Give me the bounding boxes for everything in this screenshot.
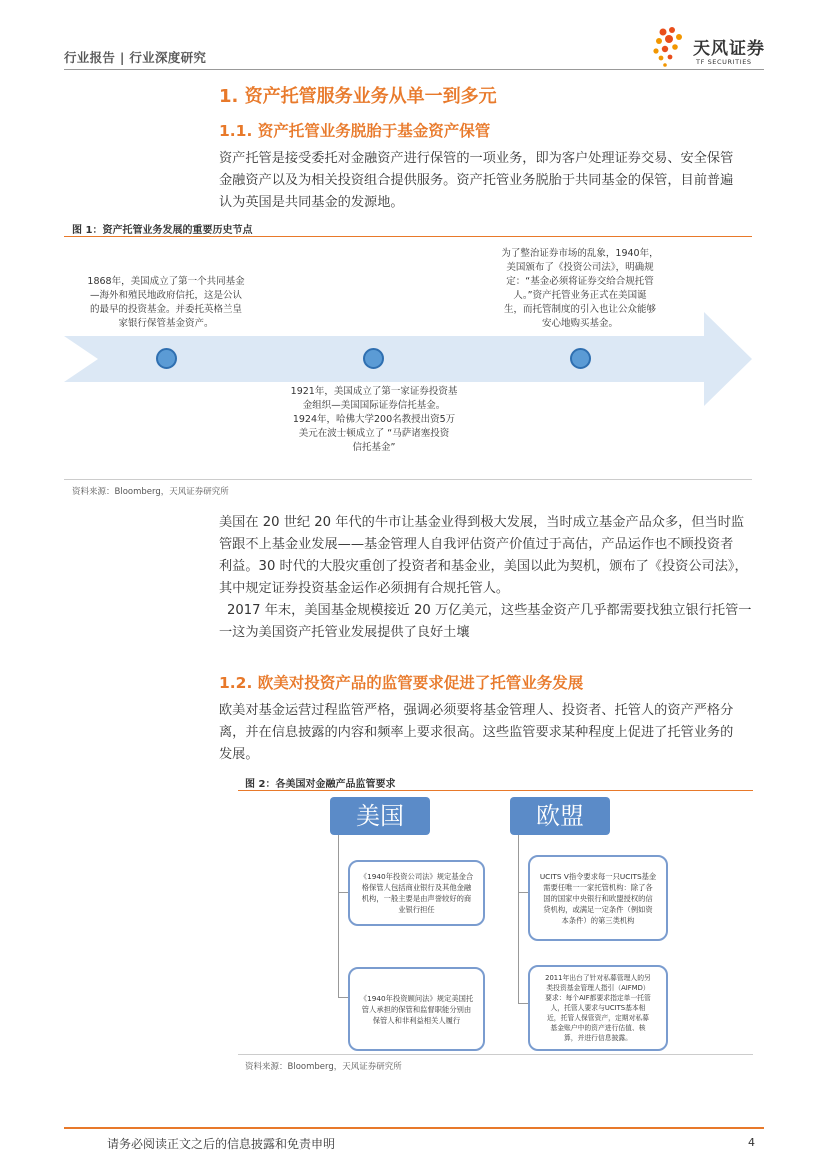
region-box-eu: 欧盟 bbox=[510, 797, 610, 835]
timeline-text-line: 美国颁布了《投资公司法》，明确规 bbox=[506, 262, 654, 273]
timeline-text-line: 生，而托管制度的引入也让公众能够 bbox=[503, 304, 656, 315]
logo-chinese-text: 天风证券 bbox=[693, 39, 765, 59]
subsection-title: 1.2. 欧美对投资产品的监管要求促进了托管业务发展 bbox=[219, 674, 584, 692]
rule-text-line: 贷机构，或满足一定条件（例如资 bbox=[543, 904, 653, 914]
rule-box-eu-aifmd bbox=[528, 965, 668, 1051]
paragraph-regulation bbox=[219, 700, 761, 766]
figure-2-source: 资料来源：Bloomberg，天风证券研究所 bbox=[245, 1062, 402, 1072]
timeline-text-line: 家银行保管基金资产。 bbox=[118, 318, 214, 329]
rule-box-us-investment-company-act bbox=[348, 860, 485, 926]
paragraph-line: 发展。 bbox=[219, 747, 259, 762]
paragraph-line: 利益。30 时代的大股灾重创了投资者和基金业，美国以此为契机，颁布了《投资公司法》， bbox=[219, 559, 748, 574]
connector-line bbox=[518, 880, 528, 1004]
timeline-text-1940 bbox=[482, 247, 678, 331]
rule-text-line: 管人承担的保管和监督职能分别由 bbox=[361, 1004, 472, 1014]
footer-disclaimer: 请务必阅读正文之后的信息披露和免责申明 bbox=[107, 1137, 336, 1151]
rule-text-line: 保管人和非利益相关人履行 bbox=[372, 1015, 461, 1025]
rule-text-line: 2011年出台了针对私募管理人的另 bbox=[545, 974, 651, 982]
region-box-us: 美国 bbox=[330, 797, 430, 835]
timeline-node-1868 bbox=[156, 348, 177, 369]
rule-text-line: UCITS V指令要求每一只UCITS基金 bbox=[539, 871, 657, 881]
timeline-text-1868 bbox=[68, 275, 264, 331]
figure-1-source: 资料来源：Bloomberg，天风证券研究所 bbox=[72, 487, 229, 497]
rule-text-line: 《1940年投资公司法》规定基金合 bbox=[359, 872, 474, 881]
figure-2-title: 图 2：各美国对金融产品监管要求 bbox=[245, 779, 396, 790]
connector-line bbox=[338, 880, 348, 998]
rule-text-line: 近，托管人保管资产，定期对私募 bbox=[547, 1014, 649, 1022]
timeline-text-1921 bbox=[276, 385, 472, 455]
timeline-text-line: 人。”资产托管业务正式在美国诞 bbox=[513, 290, 647, 301]
rule-text-line: 基金账户中的资产进行估值、核 bbox=[550, 1024, 646, 1032]
timeline-text-line: 信托基金” bbox=[352, 442, 396, 453]
paragraph-intro bbox=[219, 148, 761, 214]
figure-1-top-rule bbox=[64, 236, 752, 237]
rule-text-line: 人，托管人要求与UCITS基本相 bbox=[550, 1004, 646, 1012]
figure-1-bottom-rule bbox=[64, 479, 752, 480]
timeline-text-line: 的最早的投资基金。并委托英格兰皇 bbox=[89, 304, 242, 315]
figure-2-bottom-rule bbox=[238, 1054, 753, 1055]
logo-english-text: TF SECURITIES bbox=[696, 58, 752, 66]
paragraph-line: 2017 年末，美国基金规模接近 20 万亿美元，这些基金资产几乎都需要找独立银行托管一 bbox=[227, 603, 752, 618]
timeline-node-1940 bbox=[570, 348, 591, 369]
paragraph-line: 管跟不上基金业发展——基金管理人自我评估资产价值过于高估，产品运作也不顾投资者 bbox=[219, 537, 734, 552]
paragraph-line: 认为英国是共同基金的发源地。 bbox=[219, 195, 404, 210]
figure-1-title: 图 1：资产托管业务发展的重要历史节点 bbox=[72, 225, 253, 236]
timeline-text-line: 1924年，哈佛大学200名教授出资5万 bbox=[292, 414, 456, 425]
section-title: 1. 资产托管服务业务从单一到多元 bbox=[219, 86, 497, 107]
footer-divider bbox=[64, 1127, 764, 1129]
timeline-text-line: 金组织—美国国际证券信托基金。 bbox=[302, 400, 446, 411]
paragraph-fund-scale bbox=[219, 600, 761, 644]
rule-text-line: 国的国家中央银行和欧盟授权的信 bbox=[543, 893, 653, 903]
timeline-text-line: 为了整治证券市场的乱象，1940年， bbox=[501, 248, 659, 259]
paragraph-line: 欧美对基金运营过程监管严格，强调必须要将基金管理人、投资者、托管人的资产严格分 bbox=[219, 703, 734, 718]
rule-box-us-investment-advisers-act bbox=[348, 967, 485, 1051]
rule-text-line: 机构，一般主要是由声誉较好的商 bbox=[361, 894, 472, 903]
paragraph-line: 金融资产以及为相关投资组合提供服务。资产托管业务脱胎于共同基金的保管，目前普遍 bbox=[219, 173, 734, 188]
page-number: 4 bbox=[748, 1136, 755, 1149]
paragraph-line: 其中规定证券投资基金运作必须拥有合规托管人。 bbox=[219, 581, 510, 596]
rule-text-line: 格保管人包括商业银行及其他金融 bbox=[361, 883, 472, 892]
rule-text-line: 《1940年投资顾问法》规定美国托 bbox=[359, 993, 474, 1003]
paragraph-line: 离，并在信息披露的内容和频率上要求很高。这些监管要求某种程度上促进了托管业务的 bbox=[219, 725, 734, 740]
timeline-text-line: 定：“基金必须将证券交给合规托管 bbox=[506, 276, 654, 287]
rule-text-line: 算，并进行信息披露。 bbox=[564, 1034, 632, 1042]
rule-text-line: 业银行担任 bbox=[398, 905, 435, 914]
timeline-text-line: 1868年，美国成立了第一个共同基金 bbox=[87, 276, 245, 287]
rule-box-eu-ucits-v bbox=[528, 855, 668, 941]
timeline-text-line: 美元在波士顿成立了 “马萨诸塞投资 bbox=[298, 428, 450, 439]
rule-text-line: 本条件）的第三类机构 bbox=[561, 915, 635, 925]
timeline-text-line: 安心地购买基金。 bbox=[541, 318, 618, 329]
header-report-type: 行业报告 | 行业深度研究 bbox=[64, 50, 207, 65]
paragraph-line: 美国在 20 世纪 20 年代的牛市让基金业得到极大发展，当时成立基金产品众多，但当时监 bbox=[219, 515, 745, 530]
timeline-text-line: —海外和殖民地政府信托，这是公认 bbox=[89, 290, 242, 301]
rule-text-line: 要求：每个AIF都要求指定单一托管 bbox=[545, 994, 651, 1002]
timeline-text-line: 1921年，美国成立了第一家证券投资基 bbox=[290, 386, 458, 397]
paragraph-line: 一这为美国资产托管业发展提供了良好土壤 bbox=[219, 625, 470, 640]
rule-text-line: 需要任唯一一家托管机构：除了各 bbox=[543, 882, 653, 892]
rule-text-line: 类投资基金管理人指引（AIFMD） bbox=[546, 984, 650, 992]
paragraph-history bbox=[219, 512, 761, 600]
figure-2-top-rule bbox=[238, 790, 753, 791]
timeline-node-1921 bbox=[363, 348, 384, 369]
subsection-title: 1.1. 资产托管业务脱胎于基金资产保管 bbox=[219, 122, 491, 140]
paragraph-line: 资产托管是接受委托对金融资产进行保管的一项业务，即为客户处理证券交易、安全保管 bbox=[219, 151, 734, 166]
